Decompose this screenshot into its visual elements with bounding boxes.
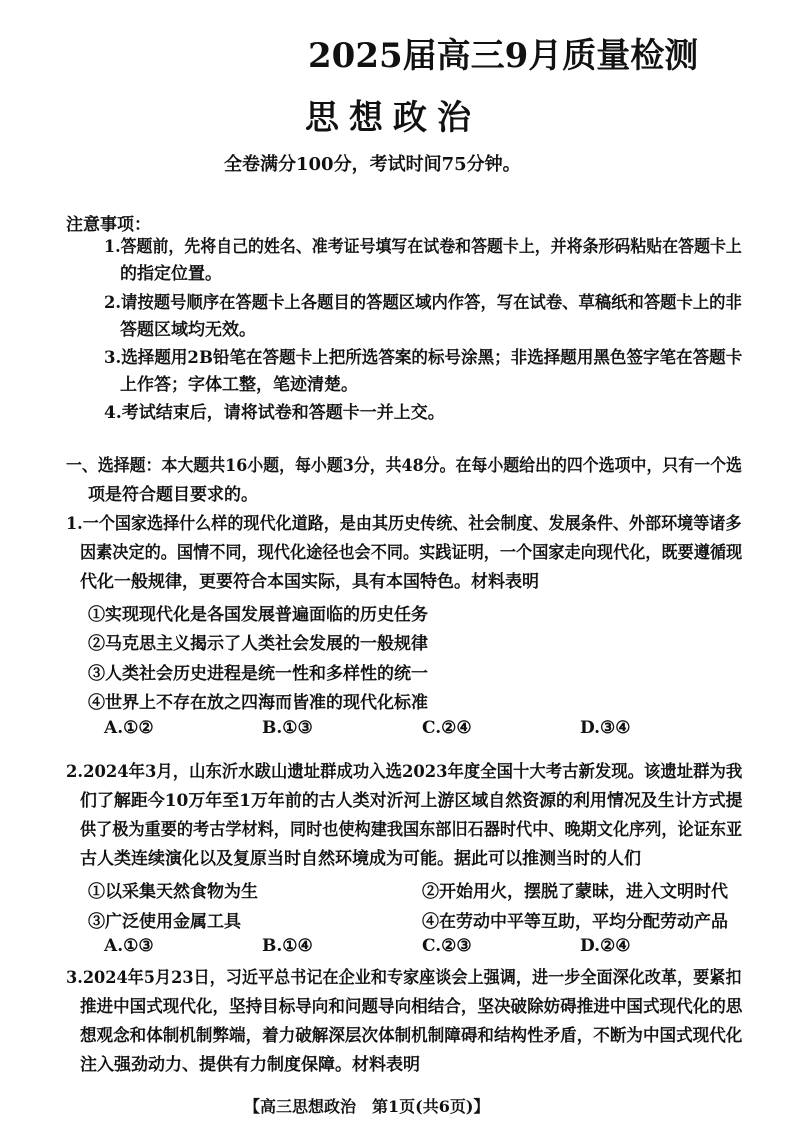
subject-title: 思想政治 [305, 98, 481, 138]
exam-info: 全卷满分100分，考试时间75分钟。 [224, 154, 521, 175]
exam-title: 2025届高三9月质量检测 [308, 36, 699, 76]
q1-choice-b: B.①③ [262, 718, 313, 738]
q1-choice-d: D.③④ [580, 718, 631, 738]
notice-line: 3.选择题用2B铅笔在答题卡上把所选答案的标号涂黑；非选择题用黑色签字笔在答题卡 [104, 348, 743, 368]
q1-choice-c: C.②④ [422, 718, 472, 738]
notice-line: 上作答；字体工整，笔迹清楚。 [120, 375, 358, 395]
q1-item: ②马克思主义揭示了人类社会发展的一般规律 [88, 634, 428, 654]
q1-item: ④世界上不存在放之四海而皆准的现代化标准 [88, 693, 428, 713]
q1-stem-line: 因素决定的。国情不同，现代化途径也会不同。实践证明，一个国家走向现代化，既要遵循现 [80, 543, 743, 563]
notice-line: 的指定位置。 [120, 264, 222, 284]
q2-stem-line: 2.2024年3月，山东沂水跋山遗址群成功入选2023年度全国十大考古新发现。该遗址群为我 [66, 762, 743, 782]
notice-line: 4.考试结束后，请将试卷和答题卡一并上交。 [104, 403, 445, 423]
page-footer: 【高三思想政治 第1页(共6页)】 [244, 1097, 490, 1116]
q2-item: ③广泛使用金属工具 [88, 912, 241, 932]
section-heading: 一、选择题：本大题共16小题，每小题3分，共48分。在每小题给出的四个选项中，只有一个选 [66, 456, 742, 476]
q2-stem-line: 供了极为重要的考古学材料，同时也使构建我国东部旧石器时代中、晚期文化序列，论证东亚 [80, 820, 743, 840]
notice-heading: 注意事项： [66, 215, 151, 235]
q3-stem-line: 推进中国式现代化，坚持目标导向和问题导向相结合，坚决破除妨碍推进中国式现代化的思 [80, 997, 743, 1017]
section-heading-cont: 项是符合题目要求的。 [88, 485, 258, 505]
notice-line: 2.请按题号顺序在答题卡上各题目的答题区域内作答，写在试卷、草稿纸和答题卡上的非 [104, 293, 742, 313]
q3-stem-line: 3.2024年5月23日，习近平总书记在企业和专家座谈会上强调，进一步全面深化改革，要紧扣 [66, 968, 742, 988]
q2-choice-c: C.②③ [422, 936, 472, 956]
q3-stem-line: 想观念和体制机制弊端，着力破解深层次体制机制障碍和结构性矛盾，不断为中国式现代化 [80, 1026, 743, 1046]
q2-choice-a: A.①③ [104, 936, 154, 956]
q3-stem-line: 注入强劲动力、提供有力制度保障。材料表明 [80, 1055, 420, 1075]
q1-stem-line: 1.一个国家选择什么样的现代化道路，是由其历史传统、社会制度、发展条件、外部环境等诸多 [66, 514, 742, 534]
q1-item: ③人类社会历史进程是统一性和多样性的统一 [88, 664, 428, 684]
q2-choice-b: B.①④ [262, 936, 313, 956]
notice-line: 答题区域均无效。 [120, 320, 256, 340]
q2-item: ①以采集天然食物为生 [88, 882, 258, 902]
q1-choice-a: A.①② [104, 718, 154, 738]
q1-item: ①实现现代化是各国发展普遍面临的历史任务 [88, 605, 428, 625]
notice-line: 1.答题前，先将自己的姓名、准考证号填写在试卷和答题卡上，并将条形码粘贴在答题卡上 [104, 237, 742, 257]
q2-item: ②开始用火，摆脱了蒙昧，进入文明时代 [422, 882, 728, 902]
q1-stem-line: 代化一般规律，更要符合本国实际，具有本国特色。材料表明 [80, 572, 539, 592]
q2-choice-d: D.②④ [580, 936, 631, 956]
q2-item: ④在劳动中平等互助，平均分配劳动产品 [422, 912, 728, 932]
q2-stem-line: 古人类连续演化以及复原当时自然环境成为可能。据此可以推测当时的人们 [80, 849, 641, 869]
q2-stem-line: 们了解距今10万年至1万年前的古人类对沂河上游区域自然资源的利用情况及生计方式提 [80, 791, 743, 811]
